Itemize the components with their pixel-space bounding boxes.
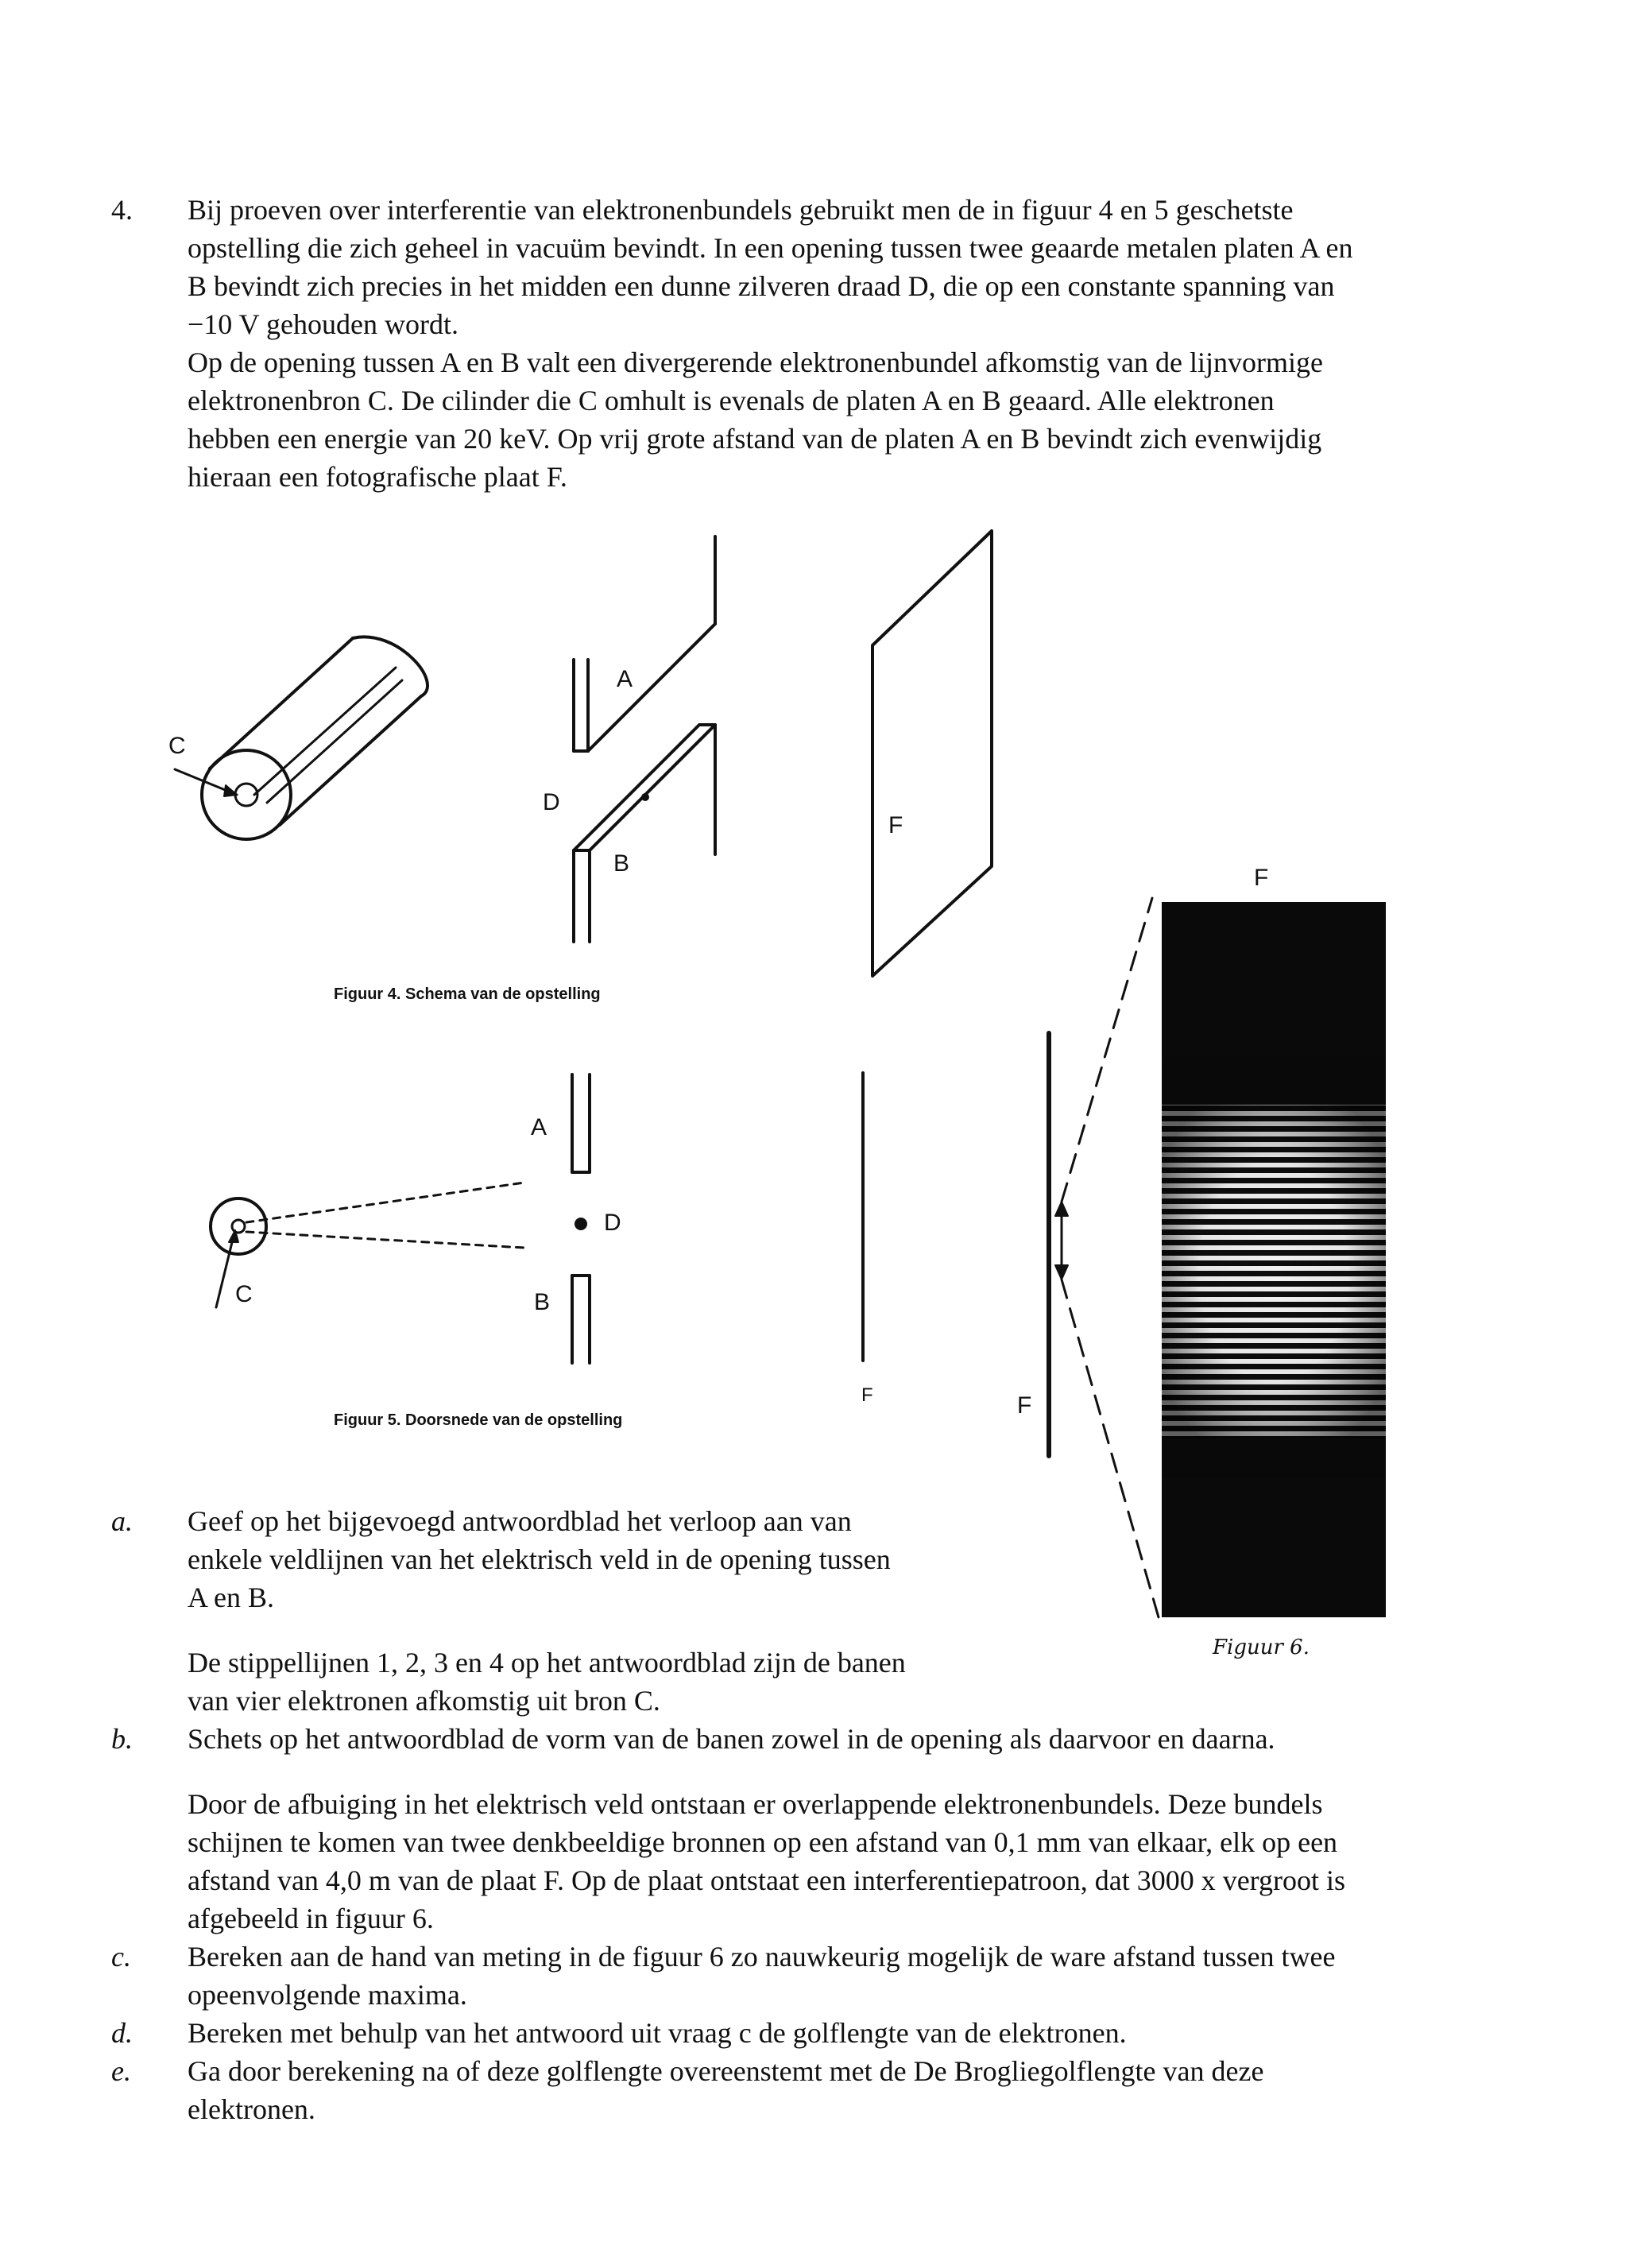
fig4-plate-f xyxy=(872,531,992,976)
intro-line: Bij proeven over interferentie van elektronenbundels gebruikt men de in figuur 4 en 5 geschetste xyxy=(188,194,1294,226)
part-e-line: Ga door berekening na of deze golflengte overeenstemt met de De Brogliegolflengte van deze xyxy=(188,2055,1264,2087)
fig4-plate-a xyxy=(574,536,715,751)
fig5-label-c: C xyxy=(235,1281,253,1307)
intro-line: elektronenbron C. De cilinder die C omhult is evenals de platen A en B geaard. Alle elektronen xyxy=(188,385,1275,416)
intro-line: hebben een energie van 20 keV. Op vrij grote afstand van de platen A en B bevindt zich evenwijdig xyxy=(188,423,1322,455)
part-c-line: opeenvolgende maxima. xyxy=(188,1979,467,2011)
fig4-label-d: D xyxy=(543,789,560,815)
part-a-line: enkele veldlijnen van het elektrisch veld in de opening tussen xyxy=(188,1543,891,1575)
fig5-caption: Figuur 5. Doorsnede van de opstelling xyxy=(334,1411,623,1429)
intro-line: hieraan een fotografische plaat F. xyxy=(188,461,567,493)
text-line: afgebeeld in figuur 6. xyxy=(188,1903,434,1934)
fig5-label-f: F xyxy=(861,1384,873,1406)
text-line: De stippellijnen 1, 2, 3 en 4 op het antwoordblad zijn de banen xyxy=(188,1647,906,1678)
text-line: afstand van 4,0 m van de plaat F. Op de plaat ontstaat een interferentiepatroon, dat 3000 x vergroot is xyxy=(188,1864,1346,1896)
part-d-line: Bereken met behulp van het antwoord uit vraag c de golflengte van de elektronen. xyxy=(188,2017,1127,2049)
part-e-line: elektronen. xyxy=(188,2093,315,2125)
fig4-caption: Figuur 4. Schema van de opstelling xyxy=(334,985,601,1003)
fig4-label-b: B xyxy=(613,850,630,877)
fig4-label-c: C xyxy=(168,733,186,759)
part-b-line: Schets op het antwoordblad de vorm van de banen zowel in de opening als daarvoor en daarna. xyxy=(188,1723,1275,1755)
fig6-caption: Figuur 6. xyxy=(1213,1636,1310,1659)
part-b-letter: b. xyxy=(111,1723,133,1755)
part-c-line: Bereken aan de hand van meting in de figuur 6 zo nauwkeurig mogelijk de ware afstand tussen twee xyxy=(188,1941,1336,1973)
fig6-label-f-top: F xyxy=(1254,865,1269,891)
part-a-line: Geef op het bijgevoegd antwoordblad het verloop aan van xyxy=(188,1505,852,1537)
fig4-label-f: F xyxy=(888,812,903,838)
fig5-label-a: A xyxy=(531,1114,547,1140)
fig4-wire-d xyxy=(641,793,649,801)
part-c-letter: c. xyxy=(111,1941,131,1973)
intro-line: opstelling die zich geheel in vacuüm bevindt. In een opening tussen twee geaarde metalen platen A en xyxy=(188,232,1353,264)
part-a-letter: a. xyxy=(111,1505,133,1537)
fig5-label-d: D xyxy=(604,1210,621,1236)
part-a-line: A en B. xyxy=(188,1582,275,1613)
part-e-letter: e. xyxy=(111,2055,131,2087)
fig5-label-b: B xyxy=(534,1289,551,1315)
text-line: Door de afbuiging in het elektrisch veld ontstaan er overlappende elektronenbundels. Deze bundels xyxy=(188,1788,1323,1820)
fig6-side-plate xyxy=(1049,898,1159,1617)
fig4-cylinder xyxy=(175,637,428,839)
part-d-letter: d. xyxy=(111,2017,133,2049)
question-number: 4. xyxy=(111,194,133,226)
intro-line: B bevindt zich precies in het midden een dunne zilveren draad D, die op een constante spanning van xyxy=(188,270,1335,302)
text-line: van vier elektronen afkomstig uit bron C. xyxy=(188,1685,660,1717)
fig6-label-f-side: F xyxy=(1017,1392,1032,1419)
fig5-wire-d xyxy=(575,1218,587,1230)
intro-line: Op de opening tussen A en B valt een divergerende elektronenbundel afkomstig van de lijnvormige xyxy=(188,347,1323,378)
fig4-label-a: A xyxy=(617,666,633,692)
text-line: schijnen te komen van twee denkbeeldige bronnen op een afstand van 0,1 mm van elkaar, elk op een xyxy=(188,1826,1338,1858)
intro-line: −10 V gehouden wordt. xyxy=(188,308,458,340)
fig6-interference-photo xyxy=(1162,902,1386,1617)
fig4-plate-b xyxy=(574,725,715,942)
